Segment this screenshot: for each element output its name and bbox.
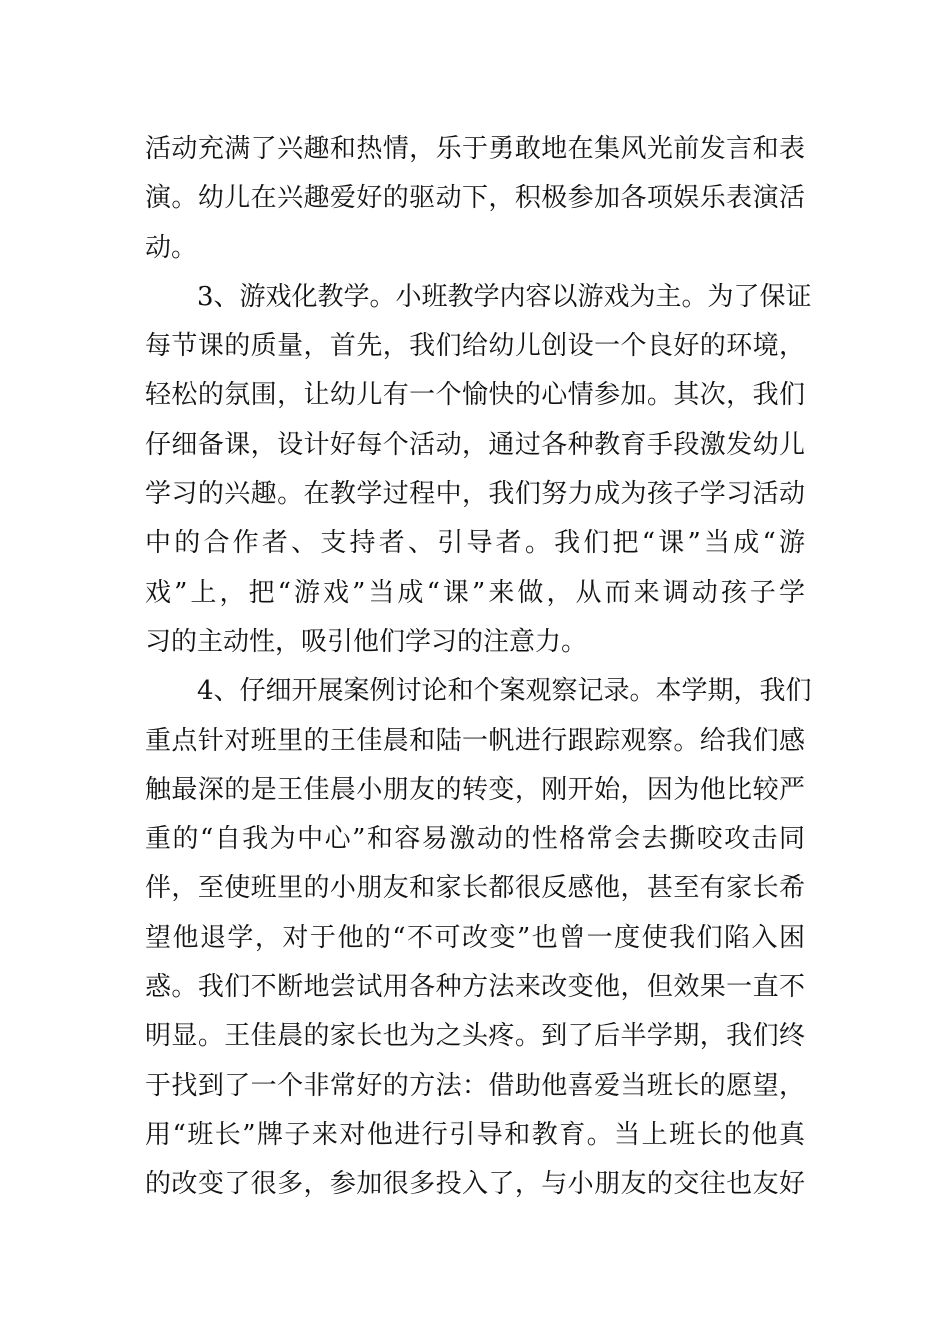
text-line: 仔细备课，设计好每个活动，通过各种教育手段激发幼儿 — [145, 429, 805, 460]
text-line: 惑。我们不断地尝试用各种方法来改变他，但效果一直不 — [145, 972, 805, 1003]
text-line: 用“班长”牌子来对他进行引导和教育。当上班长的他真 — [145, 1119, 805, 1150]
body-text — [145, 125, 812, 1210]
text-line: 4、仔细开展案例讨论和个案观察记录。本学期，我们 — [197, 676, 812, 707]
text-line: 演。幼儿在兴趣爱好的驱动下，积极参加各项娱乐表演活 — [145, 183, 805, 214]
text-line: 中的合作者、支持者、引导者。我们把“课”当成“游 — [145, 528, 805, 559]
text-line: 戏”上，把“游戏”当成“课”来做，从而来调动孩子学 — [145, 577, 805, 608]
text-line: 轻松的氛围，让幼儿有一个愉快的心情参加。其次，我们 — [145, 380, 805, 411]
text-line: 重点针对班里的王佳晨和陆一帆进行跟踪观察。给我们感 — [145, 725, 805, 756]
text-line: 每节课的质量，首先，我们给幼儿创设一个良好的环境， — [145, 331, 805, 362]
text-line: 3、游戏化教学。小班教学内容以游戏为主。为了保证 — [197, 281, 812, 312]
text-line: 伴，至使班里的小朋友和家长都很反感他，甚至有家长希 — [145, 873, 805, 904]
text-line: 触最深的是王佳晨小朋友的转变，刚开始，因为他比较严 — [145, 774, 805, 805]
text-line: 活动充满了兴趣和热情，乐于勇敢地在集风光前发言和表 — [145, 134, 805, 164]
text-line: 学习的兴趣。在教学过程中，我们努力成为孩子学习活动 — [145, 479, 805, 510]
text-line: 重的“自我为中心”和容易激动的性格常会去撕咬攻击同 — [145, 824, 805, 855]
text-line: 望他退学，对于他的“不可改变”也曾一度使我们陷入困 — [145, 922, 805, 953]
text-line: 的改变了很多，参加很多投入了，与小朋友的交往也友好 — [145, 1169, 805, 1200]
text-line: 动。 — [145, 232, 198, 263]
text-line: 于找到了一个非常好的方法：借助他喜爱当班长的愿望， — [145, 1070, 805, 1101]
text-line: 习的主动性，吸引他们学习的注意力。 — [145, 626, 588, 657]
text-line: 明显。王佳晨的家长也为之头疼。到了后半学期，我们终 — [145, 1021, 805, 1052]
